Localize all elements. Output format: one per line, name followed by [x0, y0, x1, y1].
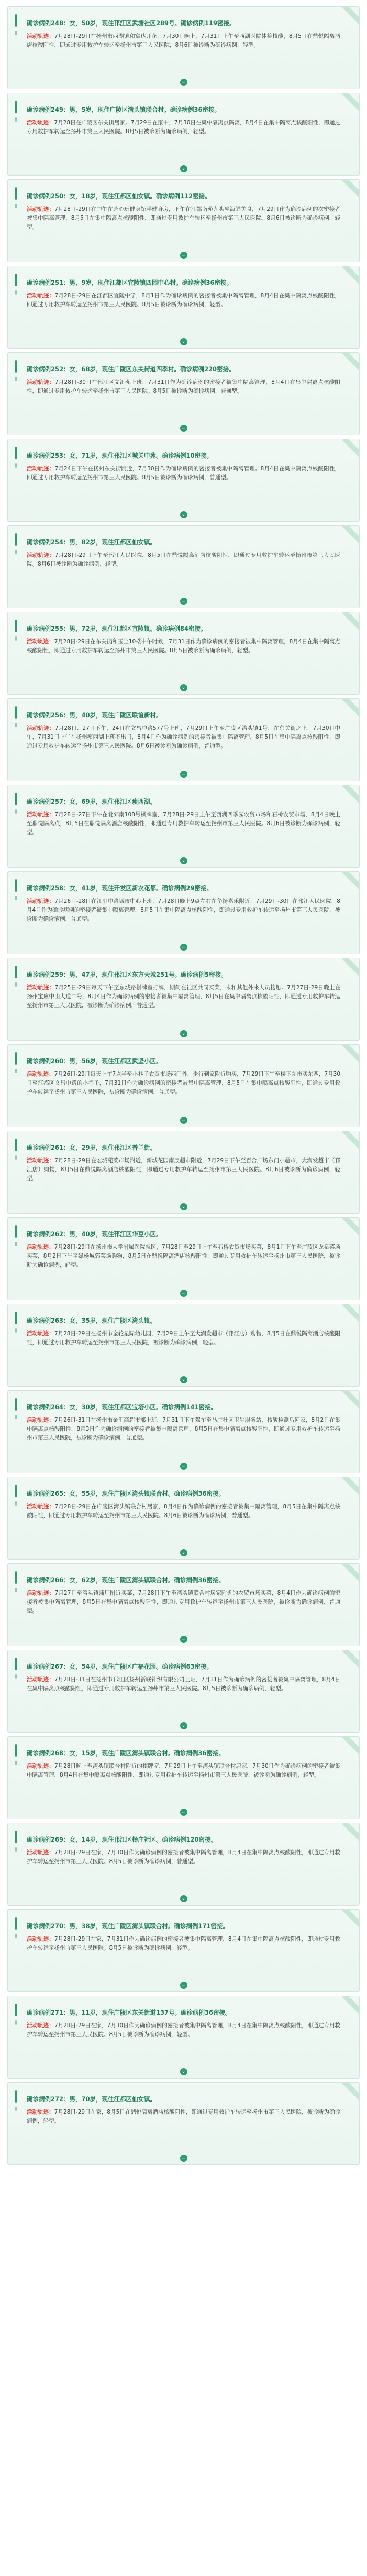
card-corner-ribbon: [342, 698, 360, 718]
case-body: [27, 810, 340, 837]
case-body: [27, 551, 340, 569]
case-title: 确诊病例256：男，40岁，现住广陵区联谊新村。: [27, 711, 162, 719]
card-corner-ribbon: [342, 1390, 360, 1410]
activity-path-label: 活动轨迹：: [27, 984, 55, 991]
card-divider: [8, 1386, 359, 1387]
activity-path-label: 活动轨迹：: [27, 552, 55, 558]
case-card: [7, 1131, 360, 1214]
chevron-down-icon: ⌄: [180, 338, 187, 345]
card-corner-ribbon: [342, 1044, 360, 1064]
case-card-list: [7, 6, 360, 2165]
card-divider: [8, 2164, 359, 2165]
activity-path-text: 7月28日晚上至湾头镇联合村附近的棋牌室，7月29日上午至湾头镇联合村居家，7月30日作为确诊病例的密接者被集中隔离管理，8月4日在集中隔离点核酸阳性，即通过专用救护车转运至扬州市第三人民医院，被诊断为确诊病例，轻型。: [27, 1763, 341, 1778]
case-body: [27, 637, 340, 655]
case-body: [27, 464, 340, 482]
card-divider: [8, 694, 359, 695]
card-corner-ribbon: [342, 93, 360, 112]
activity-path-text: 7月28日-27日下午在北郊南108号棋牌室，7月28日-29日上午至西湖四季园农贸市场和石桥农贸市场，8月4日晚上至鼎悦隔离点，8月5日在鼎悦隔离酒店核酸阳性，即通过专用救护车转运至扬州市第三人民医院。8月6日被诊断为确诊病例，轻型。: [27, 811, 340, 836]
case-title: 确诊病例250：女，18岁，现住江都区仙女镇。确诊病例112密接。: [27, 192, 211, 200]
case-title: 确诊病例266：女，62岁，现住广陵区湾头镇联合村。确诊病例36密接。: [27, 1576, 225, 1584]
case-body: [27, 1589, 340, 1616]
activity-path-text: 7月28日-29日在家，7月31日作为确诊病例的密接者被集中隔离管理，8月4日在集中隔离点核酸阳性，即通过专用救护车转运至扬州市第三人民医院。8月5日被诊断为确诊病例，轻型。: [27, 1936, 341, 1951]
chevron-down-icon: ⌄: [180, 771, 187, 778]
card-divider: [8, 1905, 359, 1906]
case-card: [7, 1477, 360, 1560]
chevron-down-icon: ⌄: [180, 2155, 187, 2162]
case-title: 确诊病例264：女，30岁，现住江都区宝塔小区。确诊病例141密接。: [27, 1403, 217, 1411]
case-body: [27, 1848, 340, 1866]
activity-path-label: 活动轨迹：: [27, 120, 54, 126]
activity-path-label: 活动轨迹：: [27, 293, 55, 299]
card-divider: [8, 1213, 359, 1214]
case-title: 确诊病例265：女，55岁，现住广陵区湾头镇联合村。确诊病例36密接。: [27, 1490, 225, 1497]
activity-path-text: 7月28日-29日在家，7月30日作为确诊病例的密接者被集中隔离管理，8月4日在集中隔离点核酸阳性，即通过专用救护车转运至扬州市第三人民医院。8月5日被诊断为确诊病例，轻型。: [27, 2022, 341, 2038]
case-card: [7, 439, 360, 522]
case-card: [7, 1044, 360, 1127]
case-title: 确诊病例249：男，5岁，现住广陵区湾头镇联合村。确诊病例36密接。: [27, 106, 221, 113]
case-card: [7, 2082, 360, 2165]
chevron-down-icon: ⌄: [180, 2068, 187, 2075]
card-corner-ribbon: [342, 2082, 360, 2102]
chevron-down-icon: ⌄: [180, 511, 187, 518]
activity-path-text: 7月25日-29日每天下午至东城路棋牌室打牌，期间在社区共同买菜，未和其他外来人员接触。7月27日-29日晚上在扬州宝应中山大道二号，8月4日作为确诊病例的密接者被集中隔离管理，8月5日在集中隔离点核酸阳性，即通过专用救护车转运至扬州市第三人民医院，被诊断为确诊病例，普通型。: [27, 984, 340, 1009]
activity-path-label: 活动轨迹：: [27, 1417, 54, 1423]
card-divider: [8, 2078, 359, 2079]
chevron-down-icon: ⌄: [180, 1549, 187, 1556]
card-corner-ribbon: [342, 525, 360, 545]
case-title: 确诊病例263：女，35岁，现住广陵区湾头镇。: [27, 1317, 157, 1324]
case-card: [7, 525, 360, 608]
card-corner-ribbon: [342, 1996, 360, 2015]
activity-path-label: 活动轨迹：: [27, 898, 55, 904]
card-corner-ribbon: [342, 352, 360, 372]
case-card: [7, 1304, 360, 1387]
activity-path-text: 7月27日至湾头镇蒲厂附近买菜，7月28日下午至湾头镇联合村居家附近的农贸市场买菜，8月4日作为确诊病例的密接者被集中隔离管理，8月5日在集中隔离点核酸阳性，即通过专用救护车转运至扬州市第三人民医院，被诊断为确诊病例，普通型。: [27, 1590, 340, 1614]
case-card: [7, 698, 360, 781]
case-body: [27, 378, 340, 396]
card-corner-ribbon: [342, 439, 360, 458]
card-divider: [8, 348, 359, 349]
activity-path-text: 7月28日-30日在邗江区文汇苑上班，7月31日作为确诊病例的密接者被集中隔离管理，8月4日在集中隔离点核酸阳性，即通过专用救护车转运至扬州市第三人民医院。8月5日被诊断为确诊病例，普通型。: [27, 379, 340, 394]
activity-path-text: 7月28日-29日在宏城苑菜市场附近，新城花园南辰超市附近，7月29日下午至百合广场东门小超市，大润发超市（邗江店）购物，8月5日在鼎悦隔离酒店核酸阳性，即通过专用救护车转运至扬州市第三人民医院。8月6日被诊断为确诊病例，轻型。: [27, 1157, 341, 1182]
card-corner-ribbon: [342, 6, 360, 26]
activity-path-text: 7月26日-29日每天上午7点半至小巷子农贸市场西门外，步行到家附近购买，7月29日下午至楼下超市买东西，7月30日至江都区文昌中路的小巷子，7月31日作为确诊病例的密接者被集中隔离管理，8月5日在集中隔离点核酸阳性，即通过专用救护车转运至扬州市第三人民医院，被诊断为确诊病例，普通型。: [27, 1071, 341, 1095]
case-title: 确诊病例253：女，71岁，现住邗江区城关中苑。确诊病例10密接。: [27, 452, 213, 459]
card-divider: [8, 521, 359, 522]
card-divider: [8, 1732, 359, 1733]
card-corner-ribbon: [342, 1563, 360, 1583]
activity-path-text: 7月26日-28日在江阳中路城市中心上班，7月28日晚上9点左右在华扬嘉乐附近，7月29日-30日在邗江人民医院，8月4日作为确诊病例的密接者被集中隔离管理，8月5日在集中隔离点核酸阳性，即通过专用救护车转运至扬州市第三人民医院，被诊断为确诊病例，普通型。: [27, 898, 340, 922]
activity-path-label: 活动轨迹：: [27, 1330, 54, 1337]
activity-path-label: 活动轨迹：: [27, 1071, 54, 1077]
activity-path-label: 活动轨迹：: [27, 1676, 54, 1683]
case-title: 确诊病例251：男，9岁，现住江都区宜陵镇四园中心村。确诊病例36密接。: [27, 279, 233, 286]
card-divider: [8, 175, 359, 176]
activity-path-text: 7月28日-29日在扬州市大学附属医院就医，7月28日至29日上午至石桥农贸市场买菜，8月1日下午至广陵区龙泉菜场买菜，8月2日下午至绿杨城郭菜场购物，8月5日在鼎悦隔离酒店核酸阳性，即通过专用救护车转运至扬州市第三人民医院，被诊断为确诊病例，轻型。: [27, 1244, 341, 1268]
case-card: [7, 785, 360, 868]
activity-path-label: 活动轨迹：: [27, 1503, 55, 1510]
activity-path-label: 活动轨迹：: [27, 725, 55, 731]
activity-path-text: 7月28日-29日在广陵区湾头镇联合村居家，8月4日作为确诊病例的密接者被集中隔离管理，8月5日在集中隔离点核酸阳性，即通过专用救护车转运至扬州市第三人民医院。8月6日被诊断为确诊病例，普通型。: [27, 1503, 340, 1519]
activity-path-label: 活动轨迹：: [27, 811, 55, 818]
card-corner-ribbon: [342, 1477, 360, 1496]
case-title: 确诊病例260：男，56岁，现住江都区武坚小区。: [27, 1057, 162, 1065]
chevron-down-icon: ⌄: [180, 252, 187, 259]
card-corner-ribbon: [342, 785, 360, 804]
case-card: [7, 1217, 360, 1300]
case-body: [27, 724, 340, 751]
activity-path-text: 7月28日-29日上午至邗江人民医院，8月5日在鼎悦隔离酒店核酸阳性，即通过专用救护车转运至扬州市第三人民医院。8月6日被诊断为确诊病例，轻型。: [27, 552, 340, 567]
case-body: [27, 118, 340, 136]
case-title: 确诊病例248：女，50岁，现住邗江区武塘社区289号。确诊病例119密接。: [27, 19, 236, 27]
activity-path-label: 活动轨迹：: [27, 206, 55, 212]
case-card: [7, 1909, 360, 1992]
activity-path-label: 活动轨迹：: [27, 1763, 54, 1769]
card-corner-ribbon: [342, 1131, 360, 1150]
case-body: [27, 205, 340, 232]
chevron-down-icon: ⌄: [180, 1982, 187, 1989]
case-title: 确诊病例259：男，47岁，现住邗江区东方天城251号。确诊病例5密接。: [27, 971, 227, 978]
case-card: [7, 1823, 360, 1906]
chevron-down-icon: ⌄: [180, 1290, 187, 1297]
card-corner-ribbon: [342, 871, 360, 891]
chevron-down-icon: ⌄: [180, 1117, 187, 1124]
case-card: [7, 958, 360, 1041]
chevron-down-icon: ⌄: [180, 1809, 187, 1816]
case-body: [27, 1243, 340, 1270]
case-card: [7, 93, 360, 176]
chevron-down-icon: ⌄: [180, 1895, 187, 1902]
case-body: [27, 2021, 340, 2039]
card-divider: [8, 1991, 359, 1992]
case-body: [27, 2108, 340, 2126]
activity-path-label: 活动轨迹：: [27, 466, 55, 472]
case-card: [7, 1563, 360, 1646]
chevron-down-icon: ⌄: [180, 1636, 187, 1643]
activity-path-text: 7月28日、27日下午，24日在文昌中路577号上班，7月29日上午至广陵区湾头镇1号，在东关街之上，7月30日中午，7月31日上午在扬州瘦西湖上班不出门，8月4日作为确诊病例的密接者被集中隔离管理，8月5日在集中隔离点核酸阳性，即通过专用救护车转运至扬州市第三人民医院。8月6日被诊断为确诊病例，普通型。: [27, 725, 340, 749]
chevron-down-icon: ⌄: [180, 684, 187, 691]
activity-path-label: 活动轨迹：: [27, 1590, 55, 1596]
chevron-down-icon: ⌄: [180, 1463, 187, 1470]
case-title: 确诊病例257：女，69岁，现住邗江区瘦西湖。: [27, 798, 157, 805]
case-body: [27, 1935, 340, 1953]
activity-path-text: 7月26日-31日在扬州市金汇商超市部上班，7月31日下午驾车至马庄社区卫生服务站，核酸检测后回家，8月2日在集中隔离点核酸阳性，8月3日作为确诊病例的密接者被集中隔离管理，8月5日在集中隔离点核酸阳性，即通过专用救护车转运至扬州市第三人民医院，被诊断为确诊病例，普通型。: [27, 1417, 341, 1441]
case-title: 确诊病例268：女，15岁，现住广陵区湾头镇联合村。确诊病例36密接。: [27, 1749, 225, 1757]
case-body: [27, 1329, 340, 1347]
card-corner-ribbon: [342, 1650, 360, 1669]
case-body: [27, 983, 340, 1010]
case-card: [7, 6, 360, 89]
case-card: [7, 179, 360, 262]
case-card: [7, 1650, 360, 1733]
card-divider: [8, 867, 359, 868]
case-title: 确诊病例270：男，38岁，现住广陵区湾头镇联合村。确诊病例171密接。: [27, 1922, 229, 1930]
case-title: 确诊病例254：男，82岁，现住江都区仙女镇。: [27, 538, 157, 546]
case-body: [27, 1675, 340, 1693]
activity-path-text: 7月28日-29日在家，7月30日作为确诊病例的密接者被集中隔离管理，8月4日在集中隔离点核酸阳性，即通过专用救护车转运至扬州市第三人民医院。8月5日被诊断为确诊病例，普通型。: [27, 1849, 341, 1865]
card-corner-ribbon: [342, 1909, 360, 1929]
activity-path-text: 7月28日-29日在东关街和玉宝10楼中午时候，7月31日作为确诊病例的密接者被集中隔离管理，8月4日在集中隔离点核酸阳性，即通过专用救护车转运至扬州市第三人民医院。8月5日被诊断为确诊病例，轻型。: [27, 638, 341, 654]
case-body: [27, 1762, 340, 1780]
chevron-down-icon: ⌄: [180, 944, 187, 951]
card-corner-ribbon: [342, 958, 360, 977]
case-title: 确诊病例269：女，14岁，现住邗江区杨庄社区。确诊病例120密接。: [27, 1836, 217, 1843]
case-card: [7, 1996, 360, 2079]
chevron-down-icon: ⌄: [180, 165, 187, 172]
activity-path-label: 活动轨迹：: [27, 1849, 54, 1856]
card-divider: [8, 1559, 359, 1560]
case-title: 确诊病例262：男，40岁，现住邗江区华豆小区。: [27, 1230, 162, 1238]
activity-path-label: 活动轨迹：: [27, 33, 54, 39]
activity-path-text: 7月28日-29日在家，8月5日在鼎悦隔离酒店核酸阳性，即通过专用救护车转运至扬州市第三人民医院，被诊断为确诊病例，轻型。: [27, 2109, 340, 2124]
activity-path-label: 活动轨迹：: [27, 379, 55, 385]
case-body: [27, 1156, 340, 1183]
activity-path-label: 活动轨迹：: [27, 2022, 54, 2029]
activity-path-text: 7月28日-29日在江都区宜陵中学，8月1日作为确诊病例的密接者被集中隔离管理，8月4日在集中隔离点核酸阳性，即通过专用救护车转运至扬州市第三人民医院。8月5日被诊断为确诊病例，轻型。: [27, 293, 340, 308]
case-body: [27, 1502, 340, 1520]
case-title: 确诊病例261：女，29岁，现住邗江区普兰街。: [27, 1144, 157, 1151]
card-corner-ribbon: [342, 179, 360, 199]
case-title: 确诊病例258：女，41岁，现住开发区新农花都。确诊病例29密接。: [27, 884, 213, 892]
case-body: [27, 1416, 340, 1443]
case-body: [27, 32, 340, 50]
card-corner-ribbon: [342, 612, 360, 631]
chevron-down-icon: ⌄: [180, 425, 187, 432]
activity-path-label: 活动轨迹：: [27, 1936, 54, 1942]
case-title: 确诊病例271：男，11岁，现住广陵区东关街道137号。确诊病例36密接。: [27, 2009, 231, 2016]
case-title: 确诊病例272：男，70岁，现住江都区仙女镇。: [27, 2095, 157, 2103]
case-card: [7, 1390, 360, 1473]
chevron-down-icon: ⌄: [180, 1722, 187, 1729]
activity-path-text: 7月28日-29日在扬州市金轮星际幼儿园，7月29日上午至大润发超市（邗江店）购物，8月5日在鼎悦隔离酒店核酸阳性，即通过专用救护车转运至扬州市第三人民医院，被诊断为确诊病例，轻型。: [27, 1330, 341, 1346]
case-card: [7, 266, 360, 349]
activity-path-label: 活动轨迹：: [27, 638, 54, 645]
case-card: [7, 871, 360, 954]
chevron-down-icon: ⌄: [180, 79, 187, 86]
case-card: [7, 352, 360, 435]
chevron-down-icon: ⌄: [180, 1203, 187, 1210]
activity-path-label: 活动轨迹：: [27, 1244, 54, 1250]
case-title: 确诊病例267：女，54岁，现住广陵区广福花园。确诊病例63密接。: [27, 1663, 213, 1670]
chevron-down-icon: ⌄: [180, 857, 187, 864]
case-title: 确诊病例255：男，72岁，现住江都区宜陵镇。确诊病例84密接。: [27, 625, 207, 632]
activity-path-text: 7月28日-29日在扬州市西湖镇和富达开花，7月30日晚上，7月31日上午至西湖医院体检核酸，8月5日在鼎悦隔离酒店核酸阳性，即通过专用救护车转运至扬州市第三人民医院，8月6日被诊断为确诊病例，轻型。: [27, 33, 340, 48]
case-card: [7, 612, 360, 695]
card-corner-ribbon: [342, 1736, 360, 1756]
card-divider: [8, 1040, 359, 1041]
activity-path-text: 7月28日在广陵区东关街居家。7月29日在家中，7月30日在集中隔离点隔离，8月4日在集中隔离点核酸阳性，即通过专用救护车转运至扬州市第三人民医院。8月5日被诊断为确诊病例，轻型。: [27, 120, 340, 135]
activity-path-text: 7月28日-29日在中午在芝心玩健身馆半健身房，下午在江都南苑九头屋海鲜美食，7月29日作为确诊病例的次密接者被集中隔离管理，8月5日在集中隔离点核酸阳性，即通过专用救护车转运至扬州市第三人民医院。8月6日被诊断为确诊病例，轻型。: [27, 206, 341, 230]
case-body: [27, 291, 340, 309]
case-card: [7, 1736, 360, 1819]
card-corner-ribbon: [342, 1217, 360, 1237]
activity-path-label: 活动轨迹：: [27, 1157, 55, 1164]
activity-path-text: 7月28日-31日在扬州市邗江区扬州新联针织有限公司上班，7月31日作为确诊病例的密接者被集中隔离管理，8月4日在集中隔离点核酸阳性，即通过专用救护车转运至扬州市第三人民医院。8月5日被诊断为确诊病例，轻型。: [27, 1676, 341, 1692]
activity-path-label: 活动轨迹：: [27, 2109, 54, 2115]
card-corner-ribbon: [342, 1304, 360, 1323]
chevron-down-icon: ⌄: [180, 1376, 187, 1383]
case-body: [27, 897, 340, 924]
activity-path-text: 7月24日下午在扬州东关街附近，7月30日作为确诊病例的密接者被集中隔离管理。8月4日在集中隔离点核酸阳性，即通过专用救护车转运至扬州市第三人民医院。8月5日被诊断为确诊病例，普通型。: [27, 466, 340, 481]
chevron-down-icon: ⌄: [180, 1030, 187, 1037]
card-corner-ribbon: [342, 266, 360, 285]
chevron-down-icon: ⌄: [180, 598, 187, 605]
case-title: 确诊病例252：女，68岁，现住广陵区东关街道四季村。确诊病例220密接。: [27, 365, 235, 373]
case-body: [27, 1070, 340, 1097]
card-corner-ribbon: [342, 1823, 360, 1842]
